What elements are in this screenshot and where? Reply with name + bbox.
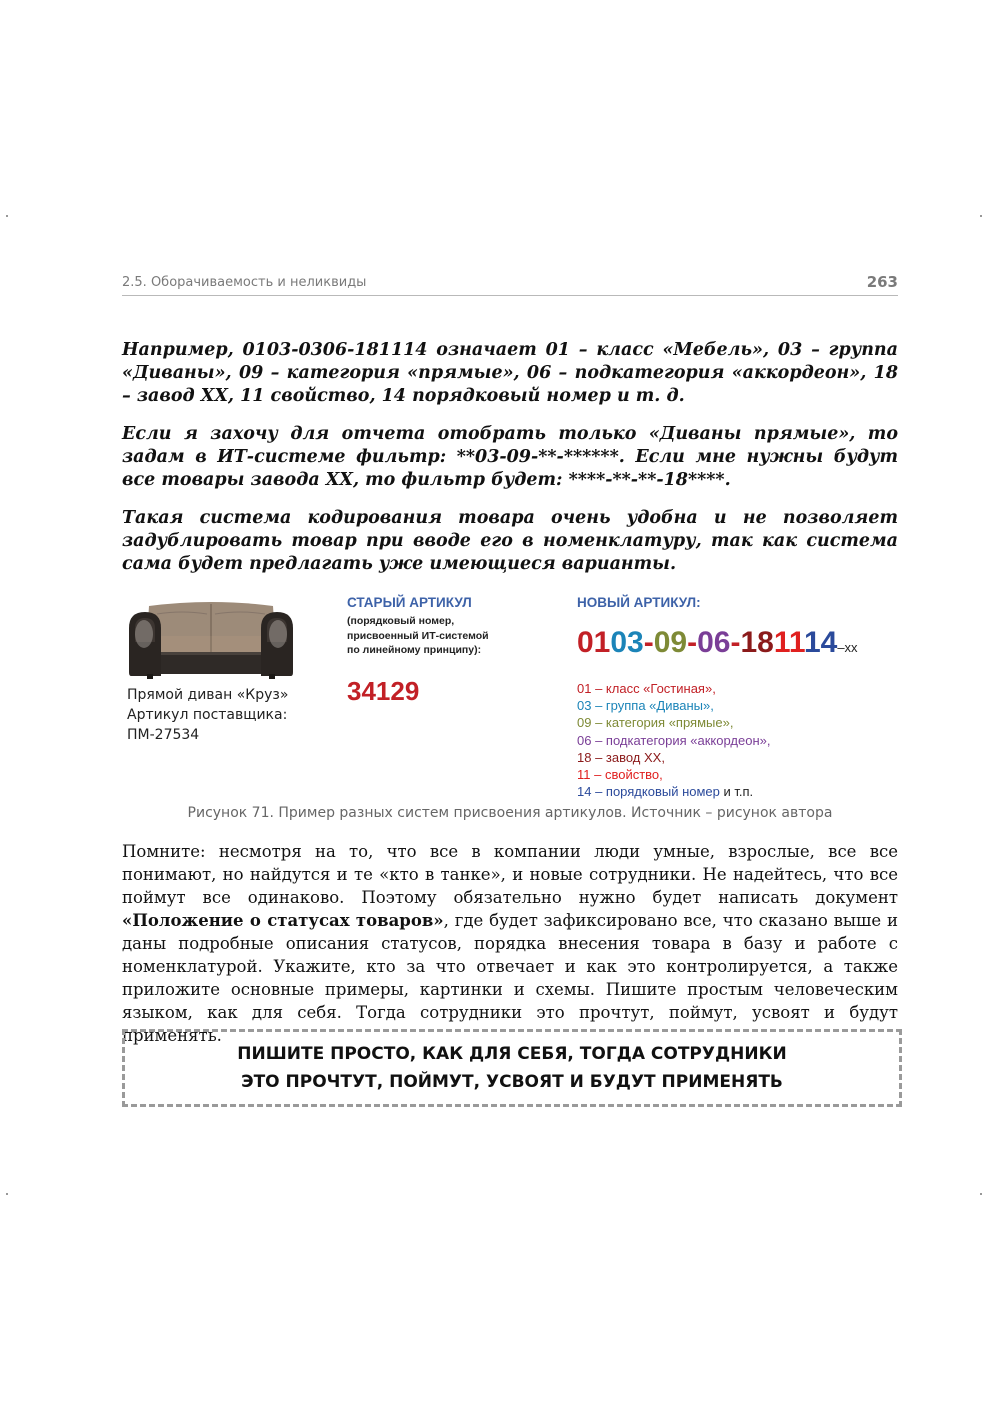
crop-mark — [6, 1193, 8, 1195]
filter-paragraph: Если я захочу для отчета отобрать только «Диваны прямые», то задам в ИТ-системе фильтр: **03-09-**-******. Если мне нужны будут все товары завода XX, то фильтр будет: ****-**-**-18****. — [122, 424, 898, 490]
legend-item — [577, 714, 770, 731]
legend-text: 06 – подкатегория «аккордеон», — [577, 732, 771, 748]
callout-line-2: ЭТО ПРОЧТУТ, ПОЙМУТ, УСВОЯТ И БУДУТ ПРИМЕНЯТЬ — [241, 1072, 783, 1092]
legend-text: 18 – завод XX, — [577, 749, 665, 765]
crop-mark — [6, 215, 8, 217]
body-paragraph — [122, 840, 898, 1047]
figure-caption: Рисунок 71. Пример разных систем присвоения артикулов. Источник – рисунок автора — [187, 805, 833, 821]
legend-text: 03 – группа «Диваны», — [577, 698, 714, 714]
code-segment: - — [687, 626, 698, 659]
crop-mark — [980, 215, 982, 217]
page-number: 263 — [866, 273, 898, 291]
code-segment: 01 — [577, 626, 611, 659]
body-text: , где будет зафиксировано все, что сказано выше и даны подробные описания статусов, порядка внесения товара в базу и работе с номенклатурой. Укажите, кто за что отвечает и как это контролируется, а также приложите основные примеры, картинки и схемы. Пишите простым человеческим языком, как для себя. Тогда сотрудники это прочтут, поймут, усвоят и будут применять. — [122, 911, 898, 1045]
code-segment: –xx — [837, 640, 858, 655]
new-article-title: НОВЫЙ АРТИКУЛ: — [577, 595, 701, 610]
legend-item — [577, 783, 770, 800]
example-paragraph: Например, 0103-0306-181114 означает 01 – класс «Мебель», 03 – группа «Диваны», 09 – категория «прямые», 06 – подкатегория «аккордеон», 18 – завод XX, 11 свойство, 14 порядковый номер и т. д. — [122, 340, 898, 406]
legend-text: 09 – категория «прямые», — [577, 715, 734, 731]
legend-text: 11 – свойство, — [577, 767, 663, 783]
legend-item — [577, 680, 770, 697]
code-segment: 11 — [773, 626, 804, 659]
old-note-line: присвоенный ИТ-системой — [347, 629, 489, 642]
old-article-code: 34129 — [347, 676, 420, 706]
old-note-line: по линейному принципу): — [347, 644, 482, 656]
code-segment: 03 — [610, 626, 644, 659]
product-caption — [127, 685, 347, 745]
callout-line-1: ПИШИТЕ ПРОСТО, КАК ДЛЯ СЕБЯ, ТОГДА СОТРУДНИКИ — [237, 1044, 787, 1064]
running-header — [122, 273, 898, 296]
code-legend — [577, 680, 770, 800]
legend-item — [577, 697, 770, 714]
new-article-code — [577, 626, 858, 660]
crop-mark — [980, 1193, 982, 1195]
body-text: Помните: несмотря на то, что все в компании люди умные, взрослые, все все понимают, но найдутся и те «кто в танке», и новые сотрудники. Не надейтесь, что все поймут все одинаково. Поэтому обязательно нужно будет написать документ — [122, 842, 898, 907]
legend-item — [577, 766, 770, 783]
code-segment: - — [730, 626, 741, 659]
legend-text: 01 – класс «Гостиная», — [577, 681, 716, 696]
product-name: Прямой диван «Круз» — [127, 687, 289, 703]
code-segment: 14 — [803, 626, 838, 659]
code-segment: 06 — [697, 626, 731, 659]
old-article-note — [347, 614, 537, 658]
supplier-sku-label: Артикул поставщика: — [127, 707, 288, 723]
old-note-line: (порядковый номер, — [347, 615, 455, 627]
legend-item — [577, 732, 770, 749]
sofa-image — [127, 598, 295, 682]
document-name: «Положение о статусах товаров» — [122, 911, 444, 930]
legend-tail: и т.п. — [719, 784, 754, 800]
legend-item — [577, 749, 770, 766]
benefit-paragraph: Такая система кодирования товара очень удобна и не позволяет задублировать товар при вводе его в номенклатуру, так как система сама будет предлагать уже имеющиеся варианты. — [122, 508, 898, 574]
old-article-title: СТАРЫЙ АРТИКУЛ — [347, 595, 472, 610]
code-segment: - — [643, 626, 654, 659]
code-segment: 09 — [653, 626, 688, 659]
legend-text: 14 – порядковый номер — [577, 784, 720, 800]
code-segment: 18 — [740, 626, 774, 659]
callout-box — [122, 1029, 902, 1107]
supplier-sku: ПМ-27534 — [127, 727, 200, 743]
section-title: 2.5. Оборачиваемость и неликвиды — [122, 275, 367, 290]
